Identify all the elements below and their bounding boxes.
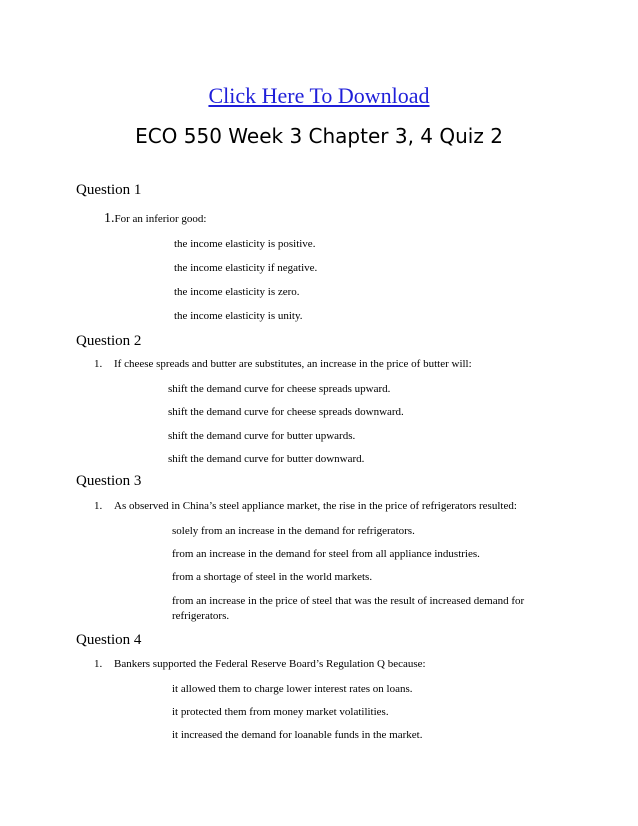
question-1-prompt-row	[104, 209, 206, 227]
download-link[interactable]: Click Here To Download	[208, 83, 430, 108]
question-4-option: it increased the demand for loanable funds in the market.	[172, 729, 423, 741]
question-2-option: shift the demand curve for butter downward.	[168, 453, 365, 465]
question-3-number: 1.	[94, 500, 103, 512]
question-2-option: shift the demand curve for butter upwards.	[168, 430, 356, 442]
question-1-prompt: For an inferior good:	[114, 213, 207, 225]
question-2-number: 1.	[94, 358, 103, 370]
document-title: ECO 550 Week 3 Chapter 3, 4 Quiz 2	[135, 124, 503, 148]
question-2-heading: Question 2	[76, 333, 142, 349]
question-1-option: the income elasticity if negative.	[174, 262, 318, 274]
question-1-option: the income elasticity is unity.	[174, 310, 303, 322]
question-2-option: shift the demand curve for cheese spreads upward.	[168, 383, 391, 395]
question-2-option: shift the demand curve for cheese spreads downward.	[168, 406, 404, 418]
question-1-option: the income elasticity is zero.	[174, 286, 300, 298]
question-4-number: 1.	[94, 658, 103, 670]
question-1-option: the income elasticity is positive.	[174, 238, 316, 250]
question-3-option: solely from an increase in the demand for refrigerators.	[172, 525, 415, 537]
question-3-prompt: As observed in China’s steel appliance market, the rise in the price of refrigerators resulted:	[114, 500, 517, 512]
question-1-heading: Question 1	[76, 182, 142, 198]
question-4-option: it allowed them to charge lower interest rates on loans.	[172, 683, 413, 695]
question-1-number: 1.	[104, 211, 115, 226]
question-4-option: it protected them from money market volatilities.	[172, 706, 389, 718]
question-3-option: from an increase in the price of steel that was the result of increased demand for refrigerators.	[172, 595, 525, 622]
question-2-prompt: If cheese spreads and butter are substitutes, an increase in the price of butter will:	[114, 358, 472, 370]
question-3-heading: Question 3	[76, 473, 142, 489]
question-4-prompt: Bankers supported the Federal Reserve Board’s Regulation Q because:	[114, 658, 426, 670]
question-4-heading: Question 4	[76, 632, 142, 648]
question-3-option: from a shortage of steel in the world markets.	[172, 571, 373, 583]
question-3-option: from an increase in the demand for steel from all appliance industries.	[172, 548, 480, 560]
